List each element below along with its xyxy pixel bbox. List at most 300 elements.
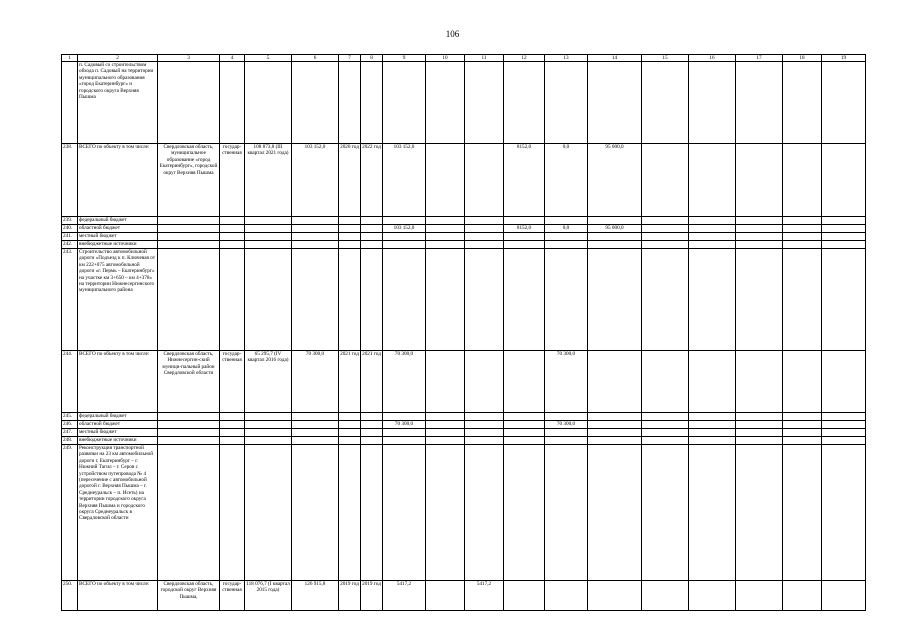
- table-cell: [642, 249, 689, 351]
- header-cell: 14: [588, 55, 642, 62]
- table-cell: [783, 413, 822, 421]
- table-cell: [292, 225, 339, 233]
- table-cell: [339, 241, 361, 249]
- table-cell: [822, 217, 866, 225]
- table-cell: [292, 62, 339, 144]
- table-cell: [783, 437, 822, 445]
- table-cell: [158, 217, 220, 225]
- table-cell: [822, 233, 866, 241]
- table-cell: [245, 445, 292, 581]
- table-cell: [822, 225, 866, 233]
- table-cell: [361, 225, 383, 233]
- table-cell: [220, 249, 245, 351]
- table-row: [62, 437, 866, 445]
- table-cell: [642, 351, 689, 413]
- table-cell: [383, 241, 426, 249]
- table-cell: [545, 233, 588, 241]
- table-cell: [465, 421, 504, 429]
- table-row: [62, 351, 866, 413]
- table-cell: [339, 217, 361, 225]
- header-cell: 4: [220, 55, 245, 62]
- table-cell: 5417,2: [383, 581, 426, 611]
- table-row: [62, 217, 866, 225]
- table-cell: 95 000,0: [588, 144, 642, 217]
- table-cell: [689, 241, 736, 249]
- row-number-cell: 243.: [62, 249, 78, 351]
- table-cell: [465, 233, 504, 241]
- table-cell: [783, 62, 822, 144]
- row-name-cell: Реконструкция транспортной развязки на 23 км автомобильной дороги г. Екатеринбург – г. Нижний Тагил – г. Серов с устройством путепровода № 4 (пересечение с автомобильной дорогой г. Верхняя Пышма – г. Среднеуральск – п. Исеть) на территории городского округа Верхняя Пышма и городского округа Среднеуральск в Свердловской области: [78, 445, 158, 581]
- table-cell: государ-ственная: [220, 581, 245, 611]
- table-cell: [504, 413, 545, 421]
- row-number-cell: [62, 62, 78, 144]
- table-cell: [465, 217, 504, 225]
- table-cell: [736, 429, 783, 437]
- table-row: [62, 581, 866, 611]
- table-cell: [339, 445, 361, 581]
- row-number-cell: 238.: [62, 144, 78, 217]
- table-body: [62, 62, 866, 611]
- table-cell: [158, 445, 220, 581]
- table-cell: [642, 241, 689, 249]
- table-cell: 2020 год: [339, 144, 361, 217]
- table-cell: [361, 421, 383, 429]
- row-name-cell: местный бюджет: [78, 233, 158, 241]
- table-cell: [504, 351, 545, 413]
- table-cell: [220, 429, 245, 437]
- header-cell: 2: [78, 55, 158, 62]
- table-cell: [339, 421, 361, 429]
- table-cell: [292, 413, 339, 421]
- table-cell: [642, 144, 689, 217]
- table-cell: [822, 241, 866, 249]
- table-cell: [736, 581, 783, 611]
- header-cell: 11: [465, 55, 504, 62]
- table-cell: [158, 421, 220, 429]
- table-row: [62, 249, 866, 351]
- table-cell: [736, 437, 783, 445]
- table-cell: [736, 144, 783, 217]
- table-cell: [158, 437, 220, 445]
- row-number-cell: 250.: [62, 581, 78, 611]
- row-name-cell: местный бюджет: [78, 429, 158, 437]
- table-cell: [736, 225, 783, 233]
- table-cell: [339, 413, 361, 421]
- table-row: [62, 429, 866, 437]
- table-cell: [220, 233, 245, 241]
- table-cell: [689, 437, 736, 445]
- header-row: [62, 55, 866, 62]
- table-cell: [588, 429, 642, 437]
- header-cell: 5: [245, 55, 292, 62]
- table-cell: [783, 217, 822, 225]
- table-cell: [361, 62, 383, 144]
- header-cell: 7: [339, 55, 361, 62]
- table-cell: [339, 225, 361, 233]
- table-cell: [689, 233, 736, 241]
- table-cell: [545, 241, 588, 249]
- table-cell: [158, 249, 220, 351]
- table-cell: [588, 249, 642, 351]
- table-cell: [588, 421, 642, 429]
- table-cell: [245, 241, 292, 249]
- program-table: [61, 54, 866, 611]
- table-cell: [642, 233, 689, 241]
- table-cell: [588, 413, 642, 421]
- table-cell: [642, 217, 689, 225]
- table-cell: [822, 62, 866, 144]
- row-number-cell: 240.: [62, 225, 78, 233]
- table-cell: [736, 413, 783, 421]
- table-cell: [361, 241, 383, 249]
- table-cell: [822, 421, 866, 429]
- table-cell: [339, 437, 361, 445]
- table-cell: [465, 351, 504, 413]
- table-cell: [504, 437, 545, 445]
- table-cell: [465, 144, 504, 217]
- table-cell: [783, 421, 822, 429]
- table-cell: [292, 429, 339, 437]
- table-cell: [689, 445, 736, 581]
- table-cell: 70 300,0: [545, 351, 588, 413]
- table-cell: [504, 445, 545, 581]
- table-cell: [783, 233, 822, 241]
- table-cell: [292, 241, 339, 249]
- table-cell: 2022 год: [361, 144, 383, 217]
- table-cell: [783, 351, 822, 413]
- table-cell: 70 300,0: [383, 421, 426, 429]
- table-cell: [689, 413, 736, 421]
- table-cell: 2019 год: [339, 581, 361, 611]
- row-name-cell: ВСЕГО по объекту в том числе:: [78, 351, 158, 413]
- row-number-cell: 241.: [62, 233, 78, 241]
- table-cell: [736, 217, 783, 225]
- table-cell: [245, 233, 292, 241]
- row-name-cell: федеральный бюджет: [78, 217, 158, 225]
- table-cell: [339, 62, 361, 144]
- table-cell: [588, 62, 642, 144]
- table-cell: 8152,0: [504, 144, 545, 217]
- table-cell: [642, 437, 689, 445]
- table-cell: [361, 413, 383, 421]
- table-cell: [783, 445, 822, 581]
- table-cell: [545, 62, 588, 144]
- table-cell: [736, 351, 783, 413]
- table-cell: [588, 233, 642, 241]
- table-cell: [465, 225, 504, 233]
- table-cell: [689, 144, 736, 217]
- table-cell: [426, 249, 465, 351]
- header-cell: 3: [158, 55, 220, 62]
- header-cell: 8: [361, 55, 383, 62]
- table-cell: [588, 217, 642, 225]
- table-cell: [245, 437, 292, 445]
- table-cell: [426, 437, 465, 445]
- table-cell: [736, 62, 783, 144]
- table-cell: [426, 581, 465, 611]
- row-number-cell: 249.: [62, 445, 78, 581]
- table-cell: [292, 421, 339, 429]
- row-number-cell: 247.: [62, 429, 78, 437]
- table-cell: [383, 233, 426, 241]
- table-cell: [736, 241, 783, 249]
- table-cell: [361, 445, 383, 581]
- table-cell: [689, 351, 736, 413]
- table-cell: [642, 62, 689, 144]
- table-cell: [158, 62, 220, 144]
- table-cell: [736, 445, 783, 581]
- header-cell: 19: [822, 55, 866, 62]
- table-cell: [220, 413, 245, 421]
- header-cell: 15: [642, 55, 689, 62]
- table-cell: [783, 241, 822, 249]
- table-cell: [220, 445, 245, 581]
- header-cell: 16: [689, 55, 736, 62]
- table-cell: [642, 413, 689, 421]
- table-cell: [245, 421, 292, 429]
- table-cell: [361, 249, 383, 351]
- table-cell: [689, 62, 736, 144]
- table-cell: 5417,2: [465, 581, 504, 611]
- table-cell: [822, 144, 866, 217]
- table-cell: [158, 241, 220, 249]
- table-cell: [689, 429, 736, 437]
- table-cell: [426, 421, 465, 429]
- table-cell: [245, 225, 292, 233]
- table-cell: [426, 144, 465, 217]
- table-cell: [383, 249, 426, 351]
- table-cell: [339, 429, 361, 437]
- table-cell: [361, 233, 383, 241]
- page-number: 106: [445, 29, 460, 39]
- table-cell: [292, 437, 339, 445]
- header-cell: 10: [426, 55, 465, 62]
- table-cell: [465, 249, 504, 351]
- table-cell: [220, 437, 245, 445]
- table-cell: [426, 241, 465, 249]
- table-cell: 108 873,8 (III квартал 2021 года): [245, 144, 292, 217]
- table-cell: 118 076,7 (I квартал 2015 года): [245, 581, 292, 611]
- header-cell: 17: [736, 55, 783, 62]
- table-cell: [545, 217, 588, 225]
- table-cell: [292, 445, 339, 581]
- table-cell: [361, 437, 383, 445]
- table-cell: 65 295,7 (IV квартал 2016 года): [245, 351, 292, 413]
- table-cell: 70 300,0: [292, 351, 339, 413]
- table-cell: [504, 421, 545, 429]
- table-cell: [158, 233, 220, 241]
- table-cell: [642, 429, 689, 437]
- row-name-cell: ВСЕГО по объекту в том числе:: [78, 144, 158, 217]
- table-cell: [588, 437, 642, 445]
- table-header: [62, 55, 866, 62]
- table-cell: 70 300,0: [383, 351, 426, 413]
- table-cell: 103 152,0: [383, 225, 426, 233]
- row-number-cell: 242.: [62, 241, 78, 249]
- table-cell: [504, 217, 545, 225]
- table-cell: [245, 217, 292, 225]
- table-cell: [504, 581, 545, 611]
- row-name-cell: областной бюджет: [78, 421, 158, 429]
- table-cell: государ-ственная: [220, 144, 245, 217]
- table-cell: [426, 233, 465, 241]
- header-cell: 18: [783, 55, 822, 62]
- row-name-cell: п. Садовый со строительством обхода п. Садовый на территории муниципального образования «город Екатеринбург» и городского округа Верхняя Пышма: [78, 62, 158, 144]
- table-cell: [465, 62, 504, 144]
- table-cell: Свердловская область, муниципальное образование «город Екатеринбург», городской округ Верхняя Пышма: [158, 144, 220, 217]
- table-row: [62, 144, 866, 217]
- row-name-cell: областной бюджет: [78, 225, 158, 233]
- table-cell: [545, 413, 588, 421]
- table-cell: [504, 429, 545, 437]
- table-cell: [689, 249, 736, 351]
- table-cell: [245, 62, 292, 144]
- table-cell: [689, 225, 736, 233]
- table-cell: [689, 581, 736, 611]
- table-row: [62, 413, 866, 421]
- header-cell: 9: [383, 55, 426, 62]
- table-cell: [245, 429, 292, 437]
- table-cell: [504, 249, 545, 351]
- table-cell: [220, 241, 245, 249]
- table-cell: [783, 581, 822, 611]
- table-cell: [292, 217, 339, 225]
- table-cell: [426, 225, 465, 233]
- table-cell: [245, 249, 292, 351]
- row-number-cell: 246.: [62, 421, 78, 429]
- table-cell: [465, 241, 504, 249]
- row-number-cell: 239.: [62, 217, 78, 225]
- table-cell: государ-ственная: [220, 351, 245, 413]
- table-cell: [245, 413, 292, 421]
- table-cell: 2021 год: [361, 351, 383, 413]
- table-cell: [588, 445, 642, 581]
- row-name-cell: ВСЕГО по объекту в том числе:: [78, 581, 158, 611]
- table-cell: [383, 429, 426, 437]
- table-row: [62, 225, 866, 233]
- row-name-cell: Строительство автомобильной дороги «Подъезд к п. Ключевая от км 222+075 автомобильной дороги «г. Пермь – Екатеринбург» на участке км 3+650 – км 4+378» на территории Нижнесергинского муниципального района: [78, 249, 158, 351]
- header-cell: 12: [504, 55, 545, 62]
- table-cell: [736, 233, 783, 241]
- table-cell: [545, 437, 588, 445]
- table-cell: 126 915,8: [292, 581, 339, 611]
- table-cell: [158, 429, 220, 437]
- table-cell: [588, 581, 642, 611]
- table-cell: [736, 421, 783, 429]
- table-cell: [383, 437, 426, 445]
- table-cell: [822, 249, 866, 351]
- table-cell: [465, 437, 504, 445]
- table-cell: [383, 445, 426, 581]
- table-cell: [465, 429, 504, 437]
- table-cell: 2021 год: [339, 351, 361, 413]
- table-cell: [220, 225, 245, 233]
- row-number-cell: 248.: [62, 437, 78, 445]
- table-cell: [588, 351, 642, 413]
- table-cell: 103 152,0: [383, 144, 426, 217]
- table-row: [62, 421, 866, 429]
- table-row: [62, 241, 866, 249]
- table-cell: [642, 445, 689, 581]
- table-cell: [642, 581, 689, 611]
- table-cell: [383, 217, 426, 225]
- table-cell: [822, 413, 866, 421]
- table-cell: [822, 445, 866, 581]
- table-cell: [642, 225, 689, 233]
- header-cell: 6: [292, 55, 339, 62]
- table-cell: [426, 413, 465, 421]
- table-cell: [689, 421, 736, 429]
- table-cell: 8152,0: [504, 225, 545, 233]
- row-number-cell: 244.: [62, 351, 78, 413]
- table-cell: [158, 413, 220, 421]
- row-name-cell: внебюджетные источники: [78, 241, 158, 249]
- row-number-cell: 245.: [62, 413, 78, 421]
- table-cell: [736, 249, 783, 351]
- table-cell: [426, 429, 465, 437]
- table-cell: [426, 445, 465, 581]
- table-cell: [292, 249, 339, 351]
- table-cell: [426, 62, 465, 144]
- table-cell: [361, 217, 383, 225]
- table-cell: [504, 62, 545, 144]
- table-cell: [545, 445, 588, 581]
- table-cell: [465, 445, 504, 581]
- header-cell: 13: [545, 55, 588, 62]
- table-cell: [822, 429, 866, 437]
- row-name-cell: внебюджетные источники: [78, 437, 158, 445]
- table-cell: [220, 217, 245, 225]
- table-cell: [689, 217, 736, 225]
- table-cell: [545, 581, 588, 611]
- table-cell: [220, 62, 245, 144]
- table-cell: [426, 351, 465, 413]
- table-row: [62, 233, 866, 241]
- table-cell: [383, 62, 426, 144]
- table-cell: [642, 421, 689, 429]
- table-cell: [426, 217, 465, 225]
- row-name-cell: федеральный бюджет: [78, 413, 158, 421]
- table-cell: [504, 241, 545, 249]
- table-cell: [545, 249, 588, 351]
- table-cell: [783, 144, 822, 217]
- table-cell: 0,0: [545, 144, 588, 217]
- table-cell: [292, 233, 339, 241]
- table-cell: [822, 437, 866, 445]
- table-cell: 2019 год: [361, 581, 383, 611]
- table-cell: [783, 249, 822, 351]
- table-cell: [783, 429, 822, 437]
- table-cell: [783, 225, 822, 233]
- table-row: [62, 62, 866, 144]
- table-cell: 70 300,0: [545, 421, 588, 429]
- header-cell: 1: [62, 55, 78, 62]
- table-cell: [822, 581, 866, 611]
- table-cell: 103 152,0: [292, 144, 339, 217]
- table-cell: Свердловская область, городской округ Верхняя Пышма,: [158, 581, 220, 611]
- table-cell: [158, 225, 220, 233]
- table-cell: [588, 241, 642, 249]
- table-cell: [339, 233, 361, 241]
- table-cell: Свердловская область, Нижнесергин-ский муници-пальный район Свердловской области: [158, 351, 220, 413]
- table-cell: [220, 421, 245, 429]
- table-cell: [504, 233, 545, 241]
- table-cell: 0,0: [545, 225, 588, 233]
- table-cell: [822, 351, 866, 413]
- table-cell: 95 000,0: [588, 225, 642, 233]
- table-cell: [361, 429, 383, 437]
- table-cell: [545, 429, 588, 437]
